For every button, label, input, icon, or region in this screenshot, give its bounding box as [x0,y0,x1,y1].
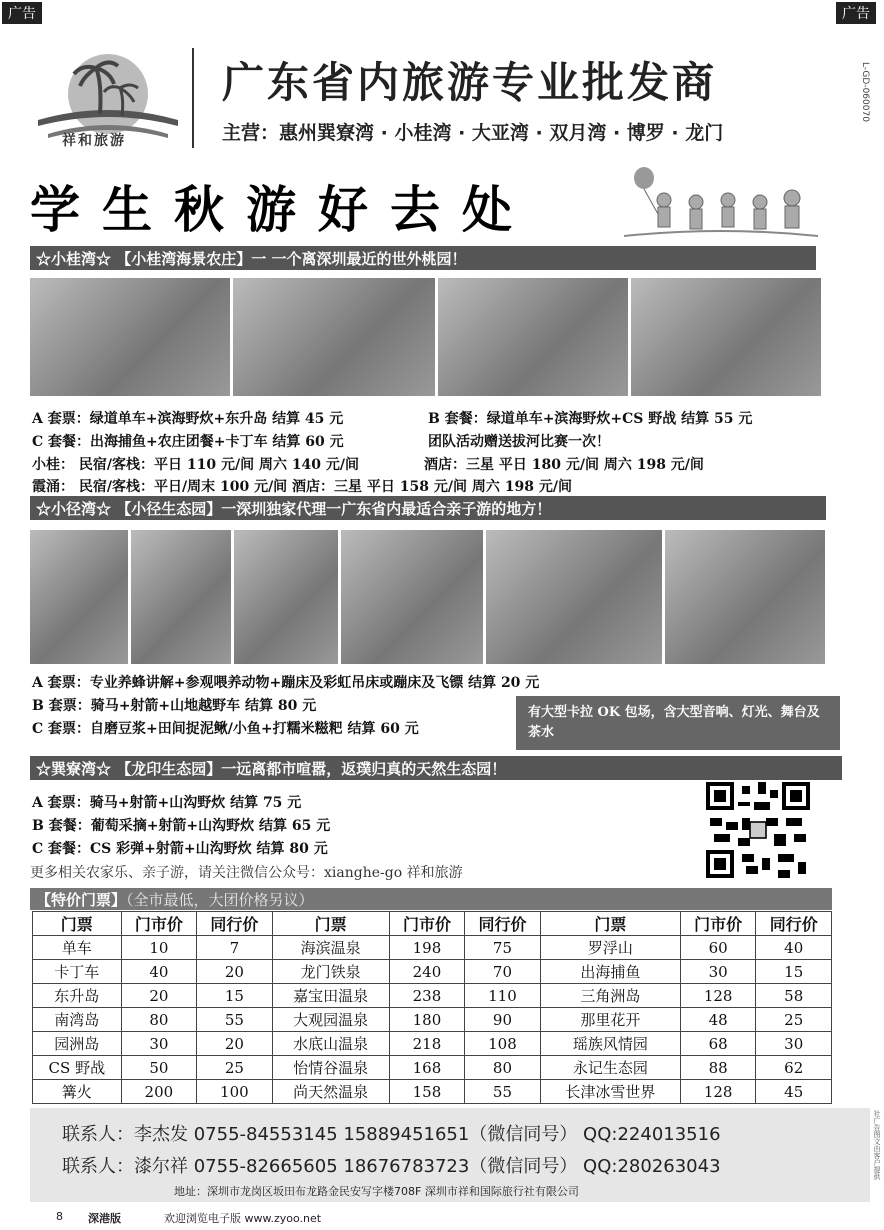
table-cell: 40 [121,960,197,984]
table-cell: 238 [389,984,465,1008]
table-cell: 80 [121,1008,197,1032]
table-cell: 58 [756,984,832,1008]
table-cell: 128 [680,984,756,1008]
table-cell: 110 [465,984,541,1008]
table-cell: 100 [197,1080,273,1104]
side-note: 社广告图文由客户提供 [873,1110,881,1180]
table-row [33,984,832,1008]
table-cell: 卡丁车 [33,960,122,984]
table-row [33,936,832,960]
table-cell: 80 [465,1056,541,1080]
table-cell: 240 [389,960,465,984]
table-cell: 7 [197,936,273,960]
section-bar-xiaojingwan: ☆小径湾☆ 【小径生态园】一深圳独家代理一广东省内最适合亲子游的地方！ [30,496,826,520]
photo-speedboat [30,278,230,396]
table-cell: 90 [465,1008,541,1032]
table-cell: 218 [389,1032,465,1056]
table-cell: 园洲岛 [33,1032,122,1056]
table-cell: 20 [121,984,197,1008]
table-cell: 62 [756,1056,832,1080]
ad-tag-left: 广告 [2,2,42,24]
col-trade-price: 同行价 [465,912,541,936]
table-cell: 出海捕鱼 [540,960,680,984]
table-cell: 20 [197,960,273,984]
table-row [33,960,832,984]
table-cell: 25 [197,1056,273,1080]
business-scope: 主营：惠州巽寮湾 · 小桂湾 · 大亚湾 · 双月湾 · 博罗 · 龙门 [222,122,724,144]
table-cell: 128 [680,1080,756,1104]
package-line: B 套票：骑马+射箭+山地越野车 结算 80 元 [32,698,317,714]
ad-tag-right: 广告 [836,2,876,24]
table-cell: CS 野战 [33,1056,122,1080]
table-row [33,1080,832,1104]
col-list-price: 门市价 [680,912,756,936]
table-cell: 60 [680,936,756,960]
lodging-line: 小桂： 民宿/客栈：平日 110 元/间 周六 140 元/间 [32,457,360,473]
table-cell: 70 [465,960,541,984]
header-divider [192,48,194,148]
contact-line-2: 联系人：漆尔祥 0755-82665605 18676783723（微信同号） QQ:280263043 [62,1156,721,1177]
table-cell: 海滨温泉 [272,936,389,960]
price-table [32,911,832,1104]
section-bar-xunliaowan: ☆巽寮湾☆ 【龙印生态园】一远离都市喧嚣，返璞归真的天然生态园！ [30,756,842,780]
table-cell: 瑶族风情园 [540,1032,680,1056]
table-cell: 长津冰雪世界 [540,1080,680,1104]
logo-text: 祥和旅游 [62,133,126,149]
package-line: A 套票：绿道单车+滨海野炊+东升岛 结算 45 元 [32,411,344,427]
table-cell: 48 [680,1008,756,1032]
col-ticket: 门票 [540,912,680,936]
table-row [33,1008,832,1032]
table-cell: 55 [465,1080,541,1104]
photo-kids-stream [486,530,662,664]
package-line: C 套餐：CS 彩弹+射箭+山沟野炊 结算 80 元 [32,841,328,857]
table-cell: 怡情谷温泉 [272,1056,389,1080]
table-cell: 那里花开 [540,1008,680,1032]
photo-cs-field [438,278,628,396]
table-cell: 30 [121,1032,197,1056]
table-cell: 大观园温泉 [272,1008,389,1032]
table-cell: 45 [756,1080,832,1104]
photo-strip-1 [30,278,821,396]
table-cell: 篝火 [33,1080,122,1104]
contact-line-1: 联系人：李杰发 0755-84553145 15889451651（微信同号） QQ:224013516 [62,1124,721,1145]
welcome-link[interactable]: 欢迎浏览电子版 www.zyoo.net [164,1212,322,1225]
price-table-header [30,888,832,910]
table-cell: 东升岛 [33,984,122,1008]
table-cell: 30 [680,960,756,984]
wechat-note: 更多相关农家乐、亲子游，请关注微信公众号：xianghe-go 祥和旅游 [30,865,463,881]
page-number: 8 [56,1210,63,1223]
package-line: C 套票：自磨豆浆+田间捉泥鳅/小鱼+打糯米糍粑 结算 60 元 [32,721,419,737]
table-cell: 168 [389,1056,465,1080]
table-cell: 68 [680,1032,756,1056]
table-header-row [33,912,832,936]
table-cell: 10 [121,936,197,960]
table-cell: 20 [197,1032,273,1056]
page-title: 广东省内旅游专业批发商 [222,58,718,107]
table-cell: 25 [756,1008,832,1032]
table-row [33,1056,832,1080]
package-line: 团队活动赠送拔河比赛一次！ [428,434,610,450]
table-cell: 单车 [33,936,122,960]
table-cell: 15 [197,984,273,1008]
photo-group-field [341,530,483,664]
table-cell: 50 [121,1056,197,1080]
table-cell: 尚天然温泉 [272,1080,389,1104]
qr-code-icon[interactable] [706,782,810,878]
section-bar-xiaoguiwan: ☆小桂湾☆ 【小桂湾海景农庄】一 一个离深圳最近的世外桃园！ [30,246,816,270]
package-line: B 套餐：葡萄采摘+射箭+山沟野炊 结算 65 元 [32,818,331,834]
col-ticket: 门票 [272,912,389,936]
price-table-note: （全市最低，大团价格另议） [126,891,314,909]
photo-soymilk [665,530,825,664]
table-cell: 55 [197,1008,273,1032]
table-cell: 40 [756,936,832,960]
package-line: C 套餐：出海捕鱼+农庄团餐+卡丁车 结算 60 元 [32,434,344,450]
table-cell: 158 [389,1080,465,1104]
table-cell: 88 [680,1056,756,1080]
table-cell: 嘉宝田温泉 [272,984,389,1008]
headline: 学生秋游好去处 [30,181,534,239]
edition-label: 深港版 [88,1212,121,1225]
table-cell: 三角洲岛 [540,984,680,1008]
kids-illustration-icon [624,166,818,244]
table-cell: 75 [465,936,541,960]
package-line: A 套票：专业养蜂讲解+参观喂养动物+蹦床及彩虹吊床或蹦床及飞镖 结算 20 元 [32,675,540,691]
lodging-line: 酒店：三星 平日 180 元/间 周六 198 元/间 [424,457,704,473]
photo-kids-mud [234,530,338,664]
photo-strip-2 [30,530,825,664]
price-table-title: 【特价门票】 [36,891,127,909]
table-cell: 200 [121,1080,197,1104]
license-number: L-GD-060070 [860,62,870,122]
package-line: A 套票：骑马+射箭+山沟野炊 结算 75 元 [32,795,302,811]
table-cell: 罗浮山 [540,936,680,960]
photo-horse-beach [631,278,821,396]
table-cell: 15 [756,960,832,984]
photo-collage [131,530,231,664]
table-cell: 水底山温泉 [272,1032,389,1056]
col-list-price: 门市价 [121,912,197,936]
table-cell: 108 [465,1032,541,1056]
address: 地址：深圳市龙岗区坂田布龙路金民安写字楼708F 深圳市祥和国际旅行社有限公司 [174,1185,579,1198]
photo-field-kids [30,530,128,664]
table-cell: 南湾岛 [33,1008,122,1032]
table-cell: 龙门铁泉 [272,960,389,984]
lodging-line: 霞涌： 民宿/客栈：平日/周末 100 元/间 酒店：三星 平日 158 元/间 周六 198 元/间 [32,479,572,495]
table-cell: 198 [389,936,465,960]
col-trade-price: 同行价 [756,912,832,936]
karaoke-promo: 有大型卡拉 OK 包场，含大型音响、灯光、舞台及茶水 [516,696,840,750]
col-list-price: 门市价 [389,912,465,936]
table-cell: 30 [756,1032,832,1056]
table-row [33,1032,832,1056]
photo-buggy [233,278,435,396]
table-cell: 永记生态园 [540,1056,680,1080]
col-ticket: 门票 [33,912,122,936]
col-trade-price: 同行价 [197,912,273,936]
table-cell: 180 [389,1008,465,1032]
package-line: B 套餐：绿道单车+滨海野炊+CS 野战 结算 55 元 [428,411,753,427]
